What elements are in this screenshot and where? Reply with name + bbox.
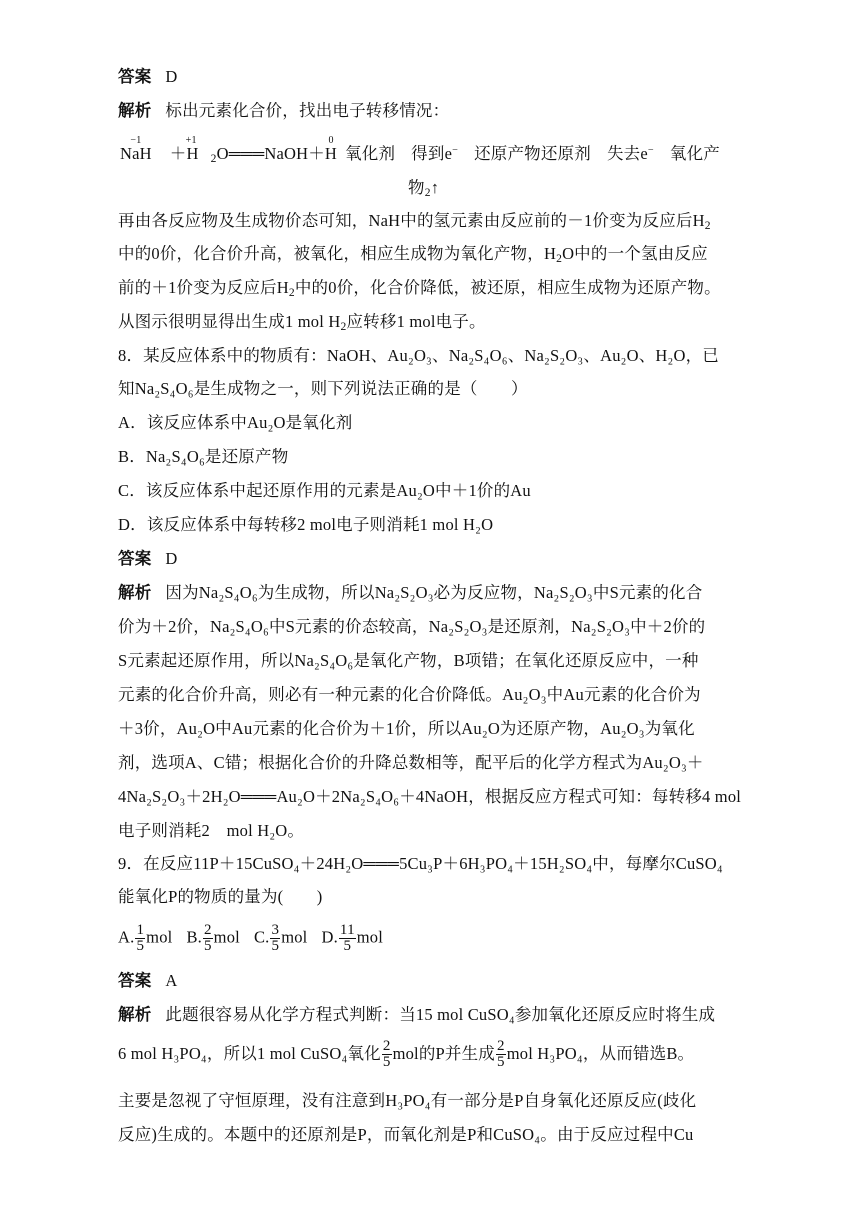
answer-value: D [165,549,178,568]
analysis1-line-2: 中的0价，化合价升高，被氧化，相应生成物为氧化产物，$H_2O$中的一个氢由反应 [118,244,708,265]
denominator: 5 [271,937,280,954]
formula-text: O═══NaOH＋H [216,144,338,163]
unit: mol [356,926,384,946]
question8-option-c: C．该反应体系中起还原作用的元素是Au₂O中＋1价的Au [118,481,531,500]
numerator: 2 [203,921,212,938]
denominator: 5 [343,937,352,954]
text: mol H₃PO₄，从而错选B。 [506,1044,695,1063]
analysis1-line-4: 从图示很明显得出生成1 mol $H_2$应转移1 mol电子。 [118,312,486,333]
superscript: − [452,144,459,156]
text: 再由各反应物及生成物价态可知，NaH中的氢元素由反应前的－1价变为反应后H [118,211,705,230]
denominator: 5 [382,1053,391,1070]
formula-text: ＋H [169,144,199,163]
equation-continuation [408,177,742,199]
denominator: 5 [203,937,212,954]
unit: mol [213,926,240,946]
analysis2-line-2: 价为＋2价，Na₂S₄O₆中S元素的价态较高，Na₂S₂O₃是还原剂，Na₂S₂O₃中＋2价的 [118,617,706,636]
answer-value: D [165,67,178,86]
answer-label: 答案 [118,971,152,990]
numerator: 1 [136,921,145,938]
analysis2-line-7: 4Na₂S₂O₃＋2H₂O═══Au₂O＋2Na₂S₄O₆＋4NaOH，根据反应方程式可知：每转移4 mol [118,787,742,806]
option-b [186,923,240,954]
numerator: 2 [497,1037,505,1054]
option-letter: A. [118,926,135,946]
numerator: 2 [382,1037,391,1054]
denominator: 5 [136,937,145,954]
analysis2-line-5: ＋3价，Au₂O中Au元素的化合价为＋1价，所以Au₂O为还原产物，Au₂O₃为氧化 [118,719,695,738]
analysis3-line-4: 反应)生成的。本题中的还原剂是P，而氧化剂是P和CuSO₄。由于反应过程中Cu [118,1125,694,1144]
text: 此题很容易从化学方程式判断：当15 mol CuSO₄参加氧化还原反应时将生成 [165,1005,716,1024]
answer-line-1 [118,66,742,88]
electron-transfer-equation [120,135,742,165]
answer-value: A [165,971,178,990]
formula-text: NaH [120,144,152,163]
text: 6 mol H₃PO₄，所以1 mol CuSO₄氧化 [118,1044,381,1063]
oxidation-state: 0 [328,135,334,146]
label-continuation: 物 [408,178,425,197]
answer-line-2 [118,548,742,570]
analysis3-line-1 [118,1004,742,1026]
option-letter: B. [186,926,202,946]
label-lose-electron: 失去e [606,144,648,163]
text: 因为Na₂S₄O₆为生成物，所以Na₂S₂O₃必为反应物，Na₂S₂O₃中S元素的化合 [165,583,703,602]
question9-line-2: 能氧化P的物质的量为( ) [118,887,323,906]
question8-option-a: A．该反应体系中Au₂O是氧化剂 [118,413,353,432]
question8-line-1: 8．某反应体系中的物质有：NaOH、Au₂O₃、Na₂S₄O₆、Na₂S₂O₃、Au₂O、H₂O，已 [118,346,720,365]
question9-line-1: 9．在反应11P＋15CuSO₄＋24H₂O═══5Cu₃P＋6H₃PO₄＋15H₂SO₄中，每摩尔CuSO₄ [118,854,723,873]
analysis-label: 解析 [118,1005,152,1024]
text: mol的P并生成 [392,1044,496,1063]
subscript: 2 [210,152,217,165]
unit: mol [146,926,173,946]
question8-option-b: B．Na₂S₄O₆是还原产物 [118,447,289,466]
analysis1-line-1: 再由各反应物及生成物价态可知，NaH中的氢元素由反应前的－1价变为反应后$H_2$ [118,211,711,232]
option-c [254,923,308,954]
analysis-label: 解析 [118,583,152,602]
analysis-label: 解析 [118,101,152,120]
option-d [321,923,383,954]
numerator: 3 [271,921,280,938]
fraction [496,1039,506,1070]
product-formula [216,135,338,165]
text: 前的＋1价变为反应后H [118,278,289,297]
up-arrow-icon: ↑ [430,178,440,197]
question8-option-d: D．该反应体系中每转移2 mol电子则消耗1 mol H₂O [118,515,494,534]
text: O中的一个氢由反应 [562,244,708,263]
analysis2-line-8: 电子则消耗2 mol H₂O。 [118,821,305,840]
option-letter: C. [253,926,270,946]
denominator: 5 [497,1053,505,1070]
oxidation-state: −1 [130,135,142,146]
fraction [270,923,280,954]
answer-label: 答案 [118,549,152,568]
text: 中的0价，化合价升高，被氧化，相应生成物为氧化产物，H [118,244,557,263]
label-oxidant: 氧化剂 [345,144,396,163]
analysis-intro [118,100,742,122]
nah-formula [120,135,152,165]
analysis3-line-3: 主要是忽视了守恒原理，没有注意到H₃PO₄有一部分是P自身氧化还原反应(歧化 [118,1091,697,1110]
analysis2-line-6: 剂，选项A、C错；根据化合价的升降总数相等，配平后的化学方程式为Au₂O₃＋ [118,753,704,772]
question8-line-2: 知Na₂S₄O₆是生成物之一，则下列说法正确的是（ ） [118,379,528,398]
h-formula [169,135,199,165]
question9-options [118,918,742,958]
fraction [339,923,356,954]
analysis3-line-2 [118,1033,742,1075]
superscript: − [647,144,654,156]
option-a [118,923,172,954]
option-letter: D. [321,926,338,946]
analysis2-line-4: 元素的化合价升高，则必有一种元素的化合价降低。Au₂O₃中Au元素的化合价为 [118,685,701,704]
label-gain-electron: 得到e [411,144,453,163]
fraction [135,923,145,954]
fraction [203,923,213,954]
fraction [382,1039,392,1070]
text: 中的0价，化合价降低，被还原，相应生成物为还原产物。 [294,278,721,297]
text: 应转移1 mol电子。 [346,312,486,331]
unit: mol [281,926,308,946]
analysis1-line-3: 前的＋1价变为反应后$H_2$中的0价，化合价降低，被还原，相应生成物为还原产物。 [118,278,721,299]
answer-line-3 [118,970,742,992]
analysis2-line-1 [118,582,742,604]
oxidation-state: +1 [185,135,197,146]
label-reduction-product: 还原产物还原剂 [474,144,591,163]
subscript: 2 [424,186,431,199]
analysis2-line-3: S元素起还原作用，所以Na₂S₄O₆是氧化产物，B项错；在氧化还原反应中，一种 [118,651,699,670]
numerator: 11 [339,921,355,938]
answer-label: 答案 [118,67,152,86]
label-oxidation-product: 氧化产 [669,144,720,163]
analysis-text: 标出元素化合价，找出电子转移情况： [165,101,450,120]
text: 从图示很明显得出生成1 mol H [118,312,341,331]
